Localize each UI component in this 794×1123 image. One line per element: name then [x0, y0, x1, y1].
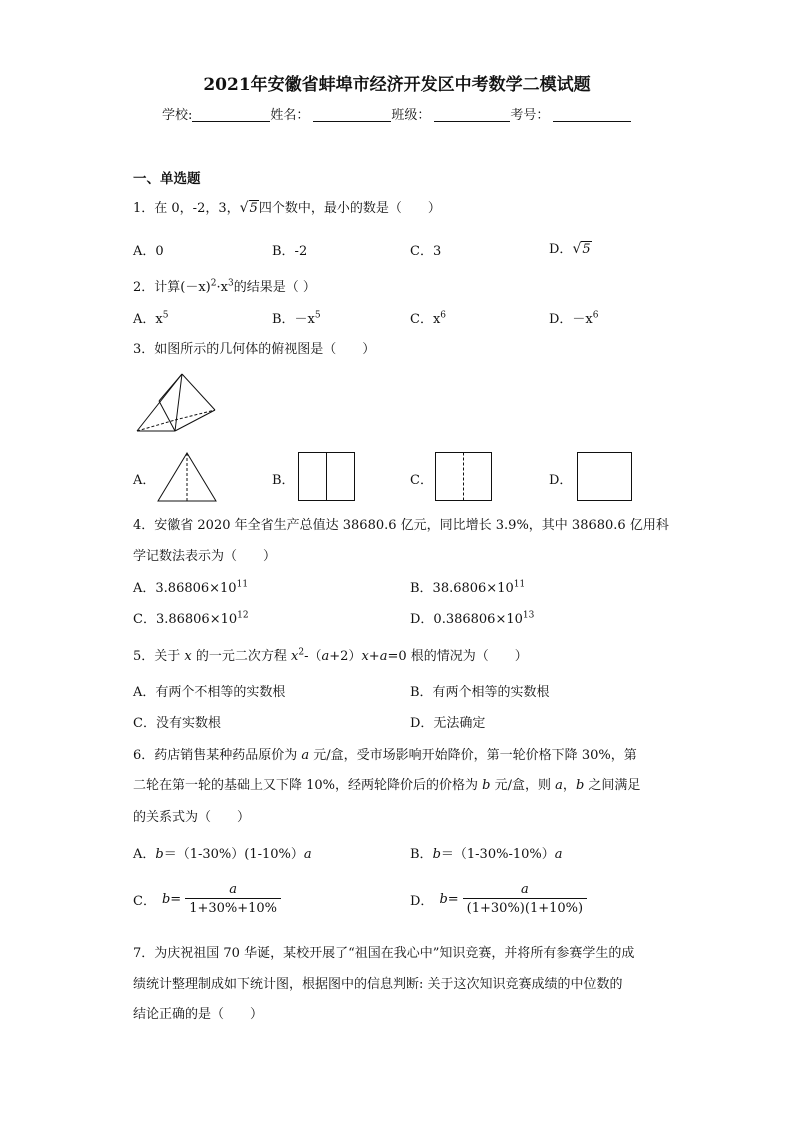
school-label: 学校: [162, 108, 193, 123]
q3-option-d-label[interactable]: D． [549, 473, 573, 488]
name-blank[interactable] [313, 107, 391, 122]
rectangle-view [578, 453, 632, 501]
q4-option-a[interactable]: A．$3.86806\times 10^{11}$ [133, 579, 249, 596]
q4-stem-line1: 4．安徽省 2020 年全省生产总值达 38680.6 亿元，同比增长 3.9%，其中 38680.6 亿用科 [133, 518, 669, 533]
q4-stem-line2: 学记数法表示为（ ） [133, 549, 277, 564]
q5-stem: 5．关于 x 的一元二次方程 $x^2-(a+2)x+a=0$ 根的情况为（ ） [133, 647, 528, 664]
student-info-line [162, 104, 631, 123]
q7-stem-line1: 7．为庆祝祖国 70 华诞，某校开展了“祖国在我心中”知识竞赛，并将所有参赛学生的成 [133, 946, 635, 961]
q2-stem: 2．计算$(-x)^2\cdot x^3$的结果是（ ） [133, 278, 316, 295]
class-blank[interactable] [434, 107, 510, 122]
prism-edge [182, 374, 215, 410]
q2-option-a[interactable]: A．$x^5$ [133, 310, 169, 327]
q1-option-a[interactable]: A．0 [133, 244, 164, 259]
q6-option-a[interactable]: A．b＝（1-30%）(1-10%）a [133, 847, 312, 862]
prism-hidden-edge [137, 420, 175, 431]
q4-option-b[interactable]: B．$38.6806\times 10^{11}$ [410, 579, 526, 596]
page-title: 2021年安徽省蚌埠市经济开发区中考数学二模试题 [203, 75, 591, 95]
q6-option-c[interactable]: C． b = $\frac{a}{1+30\%+10\%}$ [133, 882, 281, 917]
q3-option-b-label[interactable]: B． [272, 473, 295, 488]
fraction: $\frac{a}{1+30\%+10\%}$ [185, 882, 281, 917]
q2-option-c[interactable]: C．$x^6$ [410, 310, 447, 327]
prism-edge [159, 374, 182, 401]
q7-stem-line2: 绩统计整理制成如下统计图，根据图中的信息判断: 关于这次知识竞赛成绩的中位数的 [133, 977, 623, 992]
q6-stem-line2: 二轮在第一轮的基础上又下降 10%，经两轮降价后的价格为 b 元/盒，则 a，b 之间满足 [133, 778, 641, 793]
q5-option-b[interactable]: B．有两个相等的实数根 [410, 685, 550, 700]
q3-option-b-figure[interactable] [298, 452, 356, 502]
q5-option-d[interactable]: D．无法确定 [410, 716, 486, 731]
q3-option-a-figure[interactable] [158, 452, 218, 502]
class-label: 班级： [391, 108, 431, 123]
q4-option-d[interactable]: D．$0.386806\times 10^{13}$ [410, 610, 535, 627]
q3-option-d-figure[interactable] [577, 452, 633, 502]
fraction: $\frac{a}{(1+30\%)(1+10\%)}$ [463, 882, 587, 917]
q5-option-a[interactable]: A．有两个不相等的实数根 [133, 685, 286, 700]
prism-edge [159, 401, 175, 431]
q6-stem-line3: 的关系式为（ ） [133, 810, 251, 825]
q5-option-c[interactable]: C．没有实数根 [133, 716, 221, 731]
q6-option-d[interactable]: D． b = $\frac{a}{(1+30\%)(1+10\%)}$ [410, 882, 587, 917]
sqrt-expression: √5 [239, 200, 258, 216]
q7-stem-line3: 结论正确的是（ ） [133, 1007, 264, 1022]
q3-option-c-figure[interactable] [435, 452, 493, 502]
q6-stem-line1: 6．药店销售某种药品原价为 a 元/盒，受市场影响开始降价，第一轮价格下降 30%，第 [133, 748, 637, 763]
triangular-prism-figure [137, 368, 217, 438]
number-label: 考号： [510, 108, 550, 123]
q6-option-b[interactable]: B．b＝（1-30%-10%）a [410, 847, 563, 862]
q1-stem: 1．在 0，-2，3，√5四个数中，最小的数是（ ） [133, 200, 441, 216]
sqrt-expression: √5 [572, 241, 591, 257]
q3-stem: 3．如图所示的几何体的俯视图是（ ） [133, 342, 376, 357]
q3-option-a-label[interactable]: A． [133, 473, 156, 488]
q2-option-b[interactable]: B．$-x^5$ [272, 310, 321, 327]
q1-option-d[interactable]: D．√5 [549, 241, 591, 257]
prism-edge [175, 410, 215, 431]
school-blank[interactable] [192, 107, 270, 122]
section-heading: 一、单选题 [133, 171, 201, 187]
q4-option-c[interactable]: C．$3.86806\times 10^{12}$ [133, 610, 249, 627]
q1-option-c[interactable]: C．3 [410, 244, 442, 259]
prism-hidden-edge [175, 410, 215, 420]
q2-option-d[interactable]: D．$-x^6$ [549, 310, 599, 327]
name-label: 姓名： [270, 108, 310, 123]
q3-option-c-label[interactable]: C． [410, 473, 433, 488]
number-blank[interactable] [553, 107, 631, 122]
prism-edge [175, 374, 182, 431]
q1-option-b[interactable]: B．-2 [272, 244, 308, 259]
